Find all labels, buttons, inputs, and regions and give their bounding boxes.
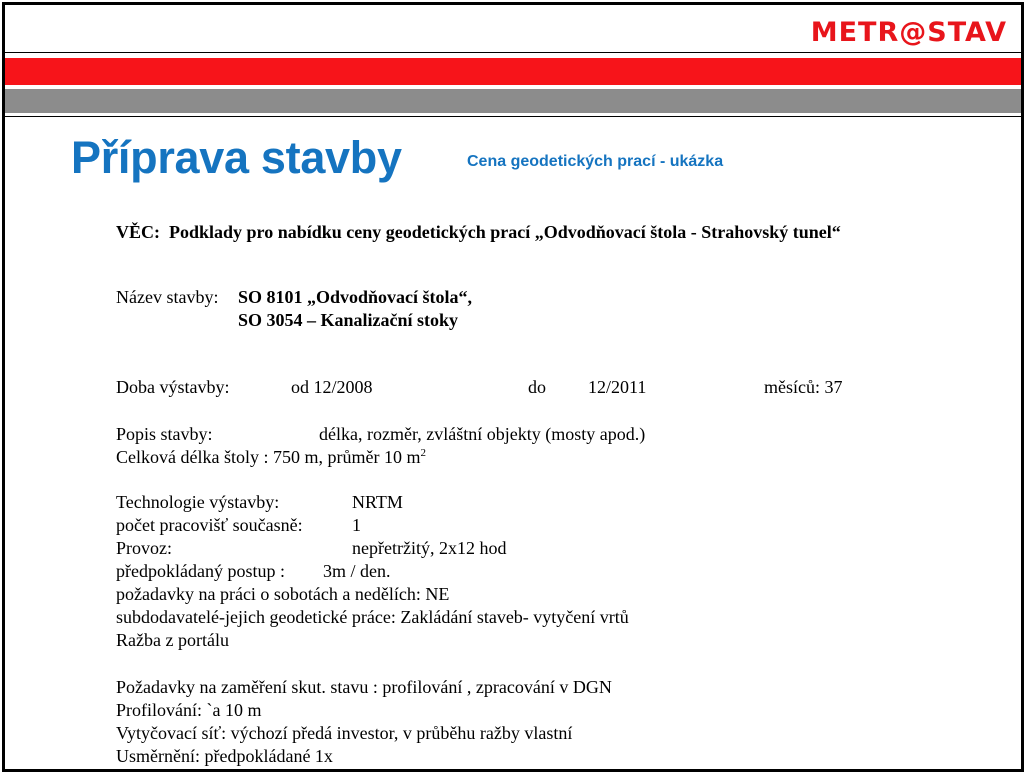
info-line: požadavky na práci o sobotách a nedělích: NE bbox=[116, 584, 450, 604]
length-text: Celková délka štoly : 750 m, průměr 10 m bbox=[116, 447, 421, 467]
requirement-line: Vytyčovací síť: výchozí předá investor, v průběhu ražby vlastní bbox=[116, 723, 573, 743]
length-line bbox=[116, 446, 426, 469]
tech-label-2: Provoz: bbox=[116, 538, 172, 558]
tech-value-2: nepřetržitý, 2x12 hod bbox=[352, 538, 507, 558]
requirement-line: Požadavky na zaměření skut. stavu : profilování , zpracování v DGN bbox=[116, 677, 612, 697]
duration-from: od 12/2008 bbox=[291, 377, 373, 397]
info-line: Ražba z portálu bbox=[116, 630, 229, 650]
header-rule-bottom bbox=[5, 116, 1021, 117]
header-grey-band bbox=[5, 89, 1021, 113]
subject-text: Podklady pro nabídku ceny geodetických prací „Odvodňovací štola - Strahovský tunel“ bbox=[169, 222, 841, 242]
tech-label-3: předpokládaný postup : bbox=[116, 561, 285, 581]
length-superscript: 2 bbox=[420, 447, 426, 459]
name-line-1: SO 8101 „Odvodňovací štola“, bbox=[238, 287, 473, 307]
requirement-line: Usměrnění: předpokládané 1x bbox=[116, 746, 333, 766]
slide-title: Příprava stavby bbox=[71, 132, 402, 183]
tech-value-1: 1 bbox=[352, 515, 361, 535]
requirement-line: Profilování: `a 10 m bbox=[116, 700, 262, 720]
header-red-band bbox=[5, 58, 1021, 85]
tech-value-3: 3m / den. bbox=[323, 561, 391, 581]
name-line-2: SO 3054 – Kanalizační stoky bbox=[238, 310, 459, 330]
duration-to-label: do bbox=[528, 377, 546, 397]
subject-label: VĚC: bbox=[116, 222, 160, 242]
tech-label-0: Technologie výstavby: bbox=[116, 492, 280, 512]
description-label: Popis stavby: bbox=[116, 424, 213, 444]
info-line: subdodavatelé-jejich geodetické práce: Zakládání staveb- vytyčení vrtů bbox=[116, 607, 629, 627]
tech-label-1: počet pracovišť současně: bbox=[116, 515, 303, 535]
name-label: Název stavby: bbox=[116, 287, 219, 307]
description-value: délka, rozměr, zvláštní objekty (mosty apod.) bbox=[319, 424, 646, 444]
document-subject bbox=[116, 220, 901, 244]
duration-months: měsíců: 37 bbox=[764, 377, 843, 397]
tech-value-0: NRTM bbox=[352, 492, 403, 512]
header-rule-top bbox=[5, 52, 1021, 53]
metrostav-logo: METR@STAV bbox=[810, 17, 1007, 48]
duration-label: Doba výstavby: bbox=[116, 377, 230, 397]
slide-frame bbox=[2, 2, 1024, 772]
duration-to: 12/2011 bbox=[588, 377, 647, 397]
slide-subtitle: Cena geodetických prací - ukázka bbox=[467, 153, 724, 170]
